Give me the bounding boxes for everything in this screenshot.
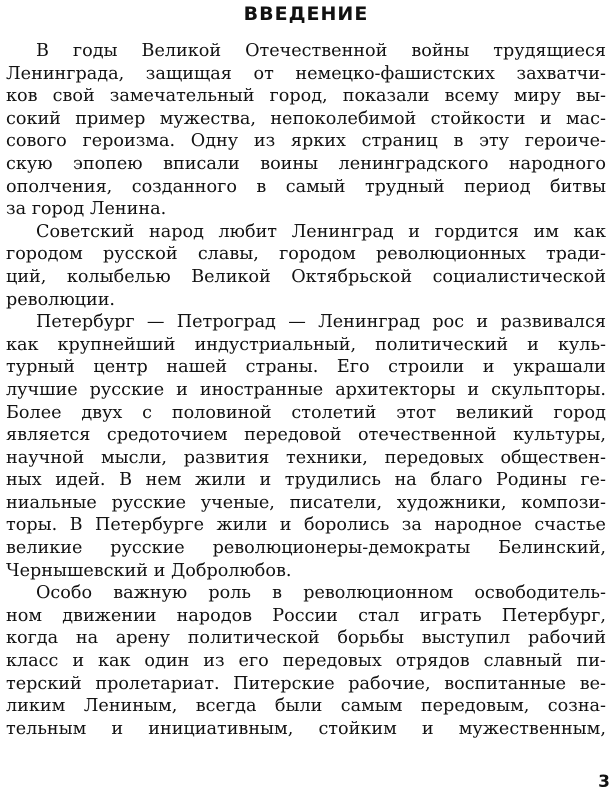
text-line xyxy=(6,492,606,515)
word: В xyxy=(36,41,49,61)
text-line xyxy=(6,424,606,447)
word: борьбы xyxy=(337,628,405,649)
word: жили xyxy=(195,470,246,491)
word: арену xyxy=(115,628,171,649)
word: отечественной xyxy=(358,425,497,446)
word: любит xyxy=(218,221,278,242)
word: благо xyxy=(430,470,483,491)
word: русские xyxy=(111,492,187,513)
word: за xyxy=(6,199,27,220)
word: героиче- xyxy=(524,131,606,152)
word: воспитанные xyxy=(444,673,567,694)
word: скульпторы. xyxy=(491,379,606,400)
word: куль- xyxy=(557,334,606,355)
word: политической xyxy=(187,628,320,649)
word: научной xyxy=(6,447,85,468)
word: свой xyxy=(52,86,95,107)
word: сокий xyxy=(6,108,61,129)
word: развития xyxy=(183,447,270,468)
word: революции. xyxy=(6,289,116,310)
word: обществен- xyxy=(500,447,606,468)
word: революционном xyxy=(303,583,454,604)
word: Питерские xyxy=(233,673,335,694)
word: компози- xyxy=(521,492,606,513)
word: Петербург xyxy=(36,312,135,333)
word: ций, xyxy=(6,266,47,287)
word: идей. xyxy=(55,470,106,491)
word: класс xyxy=(6,651,59,672)
word: нем xyxy=(145,470,182,491)
word: передовых xyxy=(384,447,484,468)
word: Ленинграда, xyxy=(6,63,125,84)
word: трудный xyxy=(364,176,445,197)
word: политический xyxy=(375,334,509,355)
chapter-heading: ВВЕДЕНИЕ xyxy=(243,3,369,25)
word: колыбелью xyxy=(66,266,171,287)
text-line xyxy=(6,289,606,312)
word: Великой xyxy=(141,41,222,61)
word: стойкости xyxy=(430,108,526,129)
word: пи- xyxy=(576,651,606,672)
word: битвы xyxy=(550,176,606,197)
word: выступил xyxy=(421,628,511,649)
word: стал xyxy=(358,605,400,626)
word: и xyxy=(476,312,489,333)
word: великий xyxy=(455,402,534,423)
text-line xyxy=(6,108,606,131)
word: России xyxy=(272,605,338,626)
word: тради- xyxy=(545,244,606,265)
word: созна- xyxy=(547,696,606,717)
word: эту xyxy=(479,131,510,152)
word: с xyxy=(142,402,153,423)
word: и xyxy=(467,379,480,400)
word: Одну xyxy=(190,131,239,152)
text-line xyxy=(6,627,606,650)
word: ков xyxy=(6,86,38,107)
word: в xyxy=(453,131,464,152)
word: ве- xyxy=(579,673,606,694)
word: рабочие, xyxy=(348,673,431,694)
word: воины xyxy=(260,153,319,174)
word: — xyxy=(288,312,306,333)
word: Ленинград xyxy=(291,221,394,242)
word: Ленинград xyxy=(318,312,421,333)
word: на xyxy=(394,470,417,491)
word: годы xyxy=(72,41,118,61)
word: Его xyxy=(336,357,370,378)
word: скую xyxy=(6,153,53,174)
word: вписали xyxy=(163,153,240,174)
word: и xyxy=(408,221,420,242)
word: ленинградского xyxy=(338,153,489,174)
word: Петербурге xyxy=(95,515,205,536)
text-line xyxy=(6,334,606,357)
text-line xyxy=(6,221,606,244)
word: Родины xyxy=(496,470,567,491)
word: эпопею xyxy=(73,153,143,174)
word: инициативным, xyxy=(148,718,294,739)
word: важную xyxy=(113,583,188,604)
word: рабочий xyxy=(527,628,606,649)
word: и xyxy=(421,718,434,739)
word: роль xyxy=(208,583,251,604)
word: ликим xyxy=(6,696,66,717)
word: революционеры-демократы xyxy=(212,538,471,559)
word: немецко-фашистских xyxy=(295,63,495,84)
word: трудящиеся xyxy=(493,41,606,61)
word: всему xyxy=(444,86,499,107)
word: из xyxy=(253,131,276,152)
word: самый xyxy=(285,176,346,197)
word: передовым, xyxy=(420,696,530,717)
word: трудились xyxy=(284,470,381,491)
word: Великой xyxy=(191,266,271,287)
word: жили xyxy=(216,515,268,536)
word: город, xyxy=(269,86,328,107)
text-line xyxy=(6,311,606,334)
word: средоточием xyxy=(106,425,228,446)
text-line xyxy=(6,605,606,628)
word: ных xyxy=(6,470,42,491)
word: художники, xyxy=(396,492,507,513)
word: и xyxy=(527,334,539,355)
text-line xyxy=(6,153,606,176)
word: Лениным, xyxy=(83,696,178,717)
word: как xyxy=(97,651,131,672)
word: тельным xyxy=(6,718,87,739)
word: передовой xyxy=(244,425,342,446)
word: ярких xyxy=(290,131,346,152)
word: боролись xyxy=(303,515,390,536)
word: индустриальный, xyxy=(194,334,357,355)
word: развивался xyxy=(500,312,606,333)
word: славы, xyxy=(197,244,259,265)
text-line xyxy=(6,673,606,696)
word: движении xyxy=(62,605,157,626)
word: из xyxy=(203,651,225,672)
word: ниальные xyxy=(6,492,97,513)
word: революционных xyxy=(376,244,526,265)
word: гордится xyxy=(434,221,519,242)
word: город xyxy=(553,402,606,423)
text-line xyxy=(6,243,606,266)
word: русские xyxy=(89,379,165,400)
word: в xyxy=(256,176,267,197)
word: были xyxy=(274,696,323,717)
word: социалистической xyxy=(432,266,606,287)
word: русской xyxy=(102,244,178,265)
word: счастье xyxy=(534,515,606,536)
word: захватчи- xyxy=(516,63,606,84)
word: на xyxy=(75,628,99,649)
word: народное xyxy=(434,515,522,536)
word: мас- xyxy=(565,108,606,129)
word: отрядов xyxy=(395,651,470,672)
word: когда xyxy=(6,628,59,649)
text-line xyxy=(6,356,606,379)
text-line xyxy=(6,650,606,673)
word: страны. xyxy=(245,357,319,378)
word: в xyxy=(272,583,283,604)
word: В xyxy=(119,470,133,491)
word: Петербург, xyxy=(501,605,606,626)
word: В xyxy=(69,515,83,536)
word: и xyxy=(153,560,166,581)
word: народов xyxy=(176,605,253,626)
word: один xyxy=(144,651,190,672)
text-line xyxy=(6,130,606,153)
word: мужественным, xyxy=(458,718,606,739)
word: войны xyxy=(411,41,470,61)
word: ученые, xyxy=(200,492,275,513)
word: славный xyxy=(483,651,563,672)
word: как xyxy=(6,334,39,355)
word: замечательный xyxy=(109,86,255,107)
word: город xyxy=(31,199,85,220)
word: сового xyxy=(6,131,67,152)
word: техники, xyxy=(286,447,368,468)
word: за xyxy=(401,515,422,536)
word: Особо xyxy=(36,583,93,604)
word: Октябрьской xyxy=(291,266,413,287)
word: лучшие xyxy=(6,379,78,400)
word: и xyxy=(482,357,495,378)
word: передовых xyxy=(282,651,382,672)
text-line xyxy=(6,718,606,741)
text-line xyxy=(6,469,606,492)
word: созданного xyxy=(131,176,237,197)
word: вы- xyxy=(576,86,606,107)
word: русские xyxy=(110,538,185,559)
text-line xyxy=(6,537,606,560)
word: центр xyxy=(93,357,148,378)
word: писатели, xyxy=(289,492,383,513)
word: стойким xyxy=(318,718,397,739)
text-line xyxy=(6,40,606,63)
word: Белинский, xyxy=(498,538,606,559)
word: Отечественной xyxy=(245,41,388,61)
word: и xyxy=(176,379,188,400)
word: турный xyxy=(6,357,75,378)
text-line xyxy=(6,266,606,289)
word: период xyxy=(464,176,531,197)
word: пролетариат. xyxy=(95,673,220,694)
word: мысли, xyxy=(100,447,168,468)
word: торы. xyxy=(6,515,58,536)
word: от xyxy=(253,63,274,84)
word: и xyxy=(72,651,85,672)
text-line xyxy=(6,176,606,199)
word: является xyxy=(6,425,91,446)
word: Более xyxy=(6,402,62,423)
text-line xyxy=(6,560,606,583)
word: городом xyxy=(279,244,356,265)
word: защищая xyxy=(145,63,232,84)
word: и xyxy=(111,718,124,739)
word: Добролюбов. xyxy=(170,560,292,581)
text-line xyxy=(6,379,606,402)
word: городом xyxy=(6,244,83,265)
word: непоколебимой xyxy=(270,108,417,129)
word: и xyxy=(259,470,272,491)
word: крупнейший xyxy=(57,334,176,355)
word: героизма. xyxy=(82,131,176,152)
word: великие xyxy=(6,538,83,559)
word: Ленина. xyxy=(89,199,167,220)
word: Чернышевский xyxy=(6,560,148,581)
text-line xyxy=(6,85,606,108)
text-line xyxy=(6,582,606,605)
word: пример xyxy=(75,108,146,129)
word: самым xyxy=(340,696,403,717)
word: миру xyxy=(513,86,561,107)
word: культуры, xyxy=(512,425,606,446)
word: украшали xyxy=(513,357,606,378)
word: ге- xyxy=(580,470,606,491)
text-line xyxy=(6,447,606,470)
word: столетий xyxy=(291,402,377,423)
word: его xyxy=(238,651,269,672)
word: играть xyxy=(419,605,482,626)
word: и xyxy=(279,515,292,536)
word: народ xyxy=(149,221,204,242)
word: этот xyxy=(396,402,437,423)
text-line xyxy=(6,695,606,718)
word: — xyxy=(146,312,165,333)
word: ополчения, xyxy=(6,176,113,197)
word: и xyxy=(539,108,552,129)
word: всегда xyxy=(195,696,257,717)
page-number: 3 xyxy=(598,772,610,792)
word: архитекторы xyxy=(335,379,456,400)
text-line xyxy=(6,514,606,537)
word: Советский xyxy=(36,221,135,242)
word: страниц xyxy=(361,131,438,152)
word: иностранные xyxy=(199,379,324,400)
word: им xyxy=(533,221,559,242)
word: освободитель- xyxy=(474,583,606,604)
word: как xyxy=(573,221,606,242)
word: половиной xyxy=(171,402,272,423)
word: двух xyxy=(81,402,123,423)
word: мужества, xyxy=(159,108,256,129)
word: нашей xyxy=(166,357,228,378)
word: показали xyxy=(342,86,430,107)
text-line xyxy=(6,402,606,425)
word: народного xyxy=(508,153,606,174)
body-text xyxy=(6,40,606,740)
text-line xyxy=(6,198,606,221)
word: ном xyxy=(6,605,43,626)
word: Петроград xyxy=(176,312,276,333)
text-line xyxy=(6,63,606,86)
word: терский xyxy=(6,673,82,694)
word: рос xyxy=(432,312,465,333)
word: строили xyxy=(388,357,465,378)
